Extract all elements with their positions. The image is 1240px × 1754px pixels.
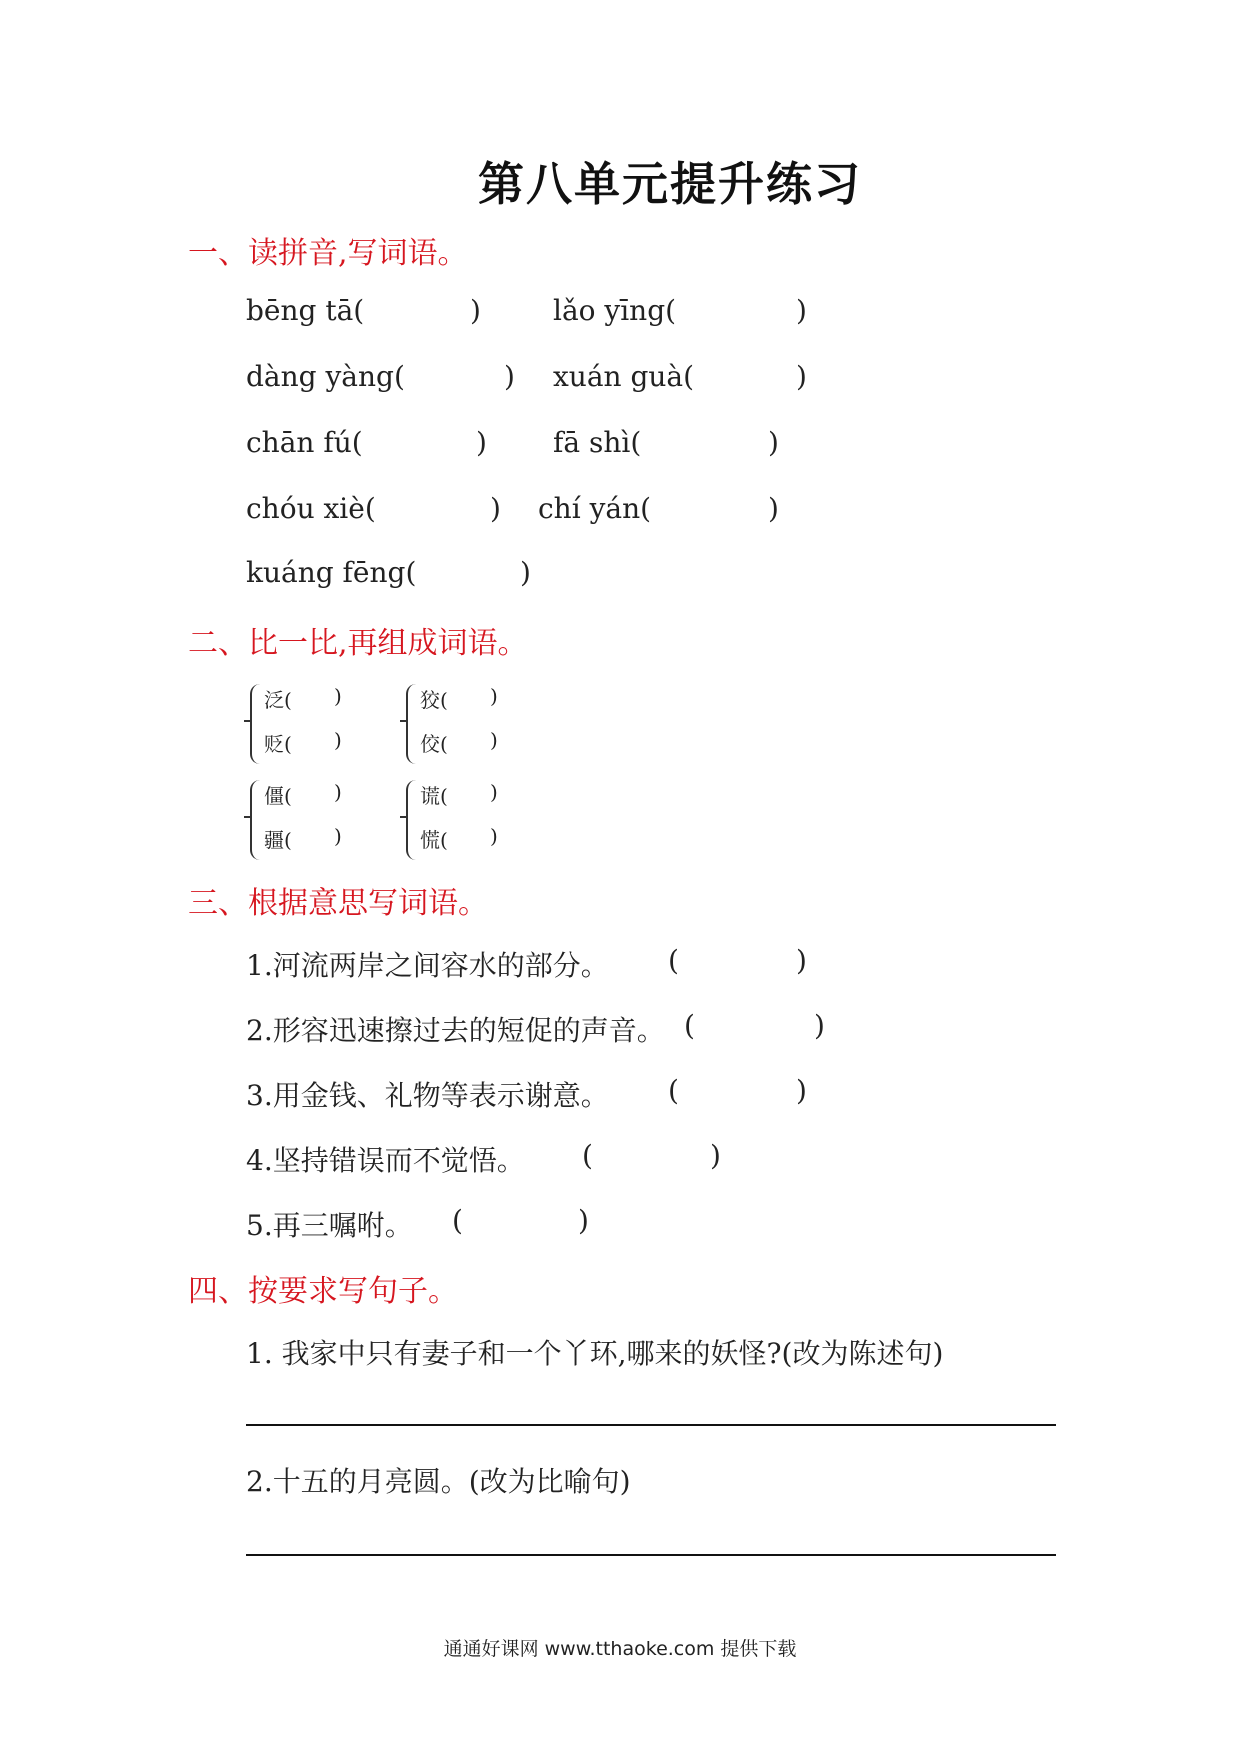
meaning-item: 3.用金钱、礼物等表示谢意。: [246, 1079, 609, 1112]
compare-group: 泛( ) 贬( ): [250, 680, 360, 770]
paren-close: ): [768, 426, 779, 459]
answer-line[interactable]: [246, 1424, 1056, 1426]
pinyin-item: dàng yàng(: [246, 360, 405, 393]
paren-open: (: [684, 1009, 695, 1042]
paren-close: ): [796, 294, 807, 327]
brace-icon: [406, 780, 418, 860]
pinyin-text: bēng tā: [246, 294, 354, 327]
paren-close: ): [796, 944, 807, 977]
compare-group: 狡( ) 佼( ): [406, 680, 516, 770]
paren-close: ): [504, 360, 515, 393]
meaning-item: 1.河流两岸之间容水的部分。: [246, 949, 609, 982]
pinyin-item: chān fú(: [246, 426, 363, 459]
paren-close: ): [814, 1009, 825, 1042]
pinyin-text: chóu xiè: [246, 492, 365, 525]
paren-open: (: [452, 1204, 463, 1237]
pinyin-item: chí yán(: [538, 492, 652, 525]
section-2-heading: 二、比一比,再组成词语。: [188, 626, 528, 661]
sentence-prompt: 1. 我家中只有妻子和一个丫环,哪来的妖怪?(改为陈述句): [246, 1337, 944, 1370]
brace-icon: [250, 780, 262, 860]
paren-close: ): [578, 1204, 589, 1237]
meaning-item: 2.形容迅速擦过去的短促的声音。: [246, 1014, 665, 1047]
meaning-item: 5.再三嘱咐。: [246, 1209, 413, 1242]
section-3-heading: 三、根据意思写词语。: [188, 886, 488, 921]
sentence-prompt: 2.十五的月亮圆。(改为比喻句): [246, 1465, 631, 1498]
paren-close: ): [476, 426, 487, 459]
pinyin-text: kuáng fēng: [246, 556, 406, 589]
paren-close: ): [710, 1139, 721, 1172]
pinyin-item: fā shì(: [553, 426, 642, 459]
meaning-item: 4.坚持错误而不觉悟。: [246, 1144, 525, 1177]
pinyin-text: chí yán: [538, 492, 641, 525]
paren-close: ): [768, 492, 779, 525]
paren-close: ): [796, 360, 807, 393]
answer-line[interactable]: [246, 1554, 1056, 1556]
pinyin-text: fā shì: [553, 426, 631, 459]
compare-group: 谎( ) 慌( ): [406, 776, 516, 866]
paren-open: (: [582, 1139, 593, 1172]
pinyin-item: kuáng fēng(: [246, 556, 417, 589]
pinyin-text: chān fú: [246, 426, 352, 459]
brace-icon: [250, 684, 262, 764]
pinyin-item: xuán guà(: [553, 360, 695, 393]
pinyin-text: lǎo yīng: [553, 294, 666, 327]
pinyin-item: lǎo yīng(: [553, 294, 677, 327]
page-title: 第八单元提升练习: [478, 157, 862, 211]
paren-close: ): [520, 556, 531, 589]
pinyin-item: chóu xiè(: [246, 492, 376, 525]
compare-group: 僵( ) 疆( ): [250, 776, 360, 866]
paren-open: (: [668, 1074, 679, 1107]
paren-open: (: [668, 944, 679, 977]
brace-icon: [406, 684, 418, 764]
pinyin-text: xuán guà: [553, 360, 684, 393]
pinyin-item: bēng tā(: [246, 294, 365, 327]
section-4-heading: 四、按要求写句子。: [188, 1274, 458, 1309]
footer-text: 通通好课网 www.tthaoke.com 提供下载: [443, 1638, 797, 1660]
paren-close: ): [470, 294, 481, 327]
section-1-heading: 一、读拼音,写词语。: [188, 236, 468, 271]
paren-close: ): [796, 1074, 807, 1107]
pinyin-text: dàng yàng: [246, 360, 394, 393]
paren-close: ): [490, 492, 501, 525]
